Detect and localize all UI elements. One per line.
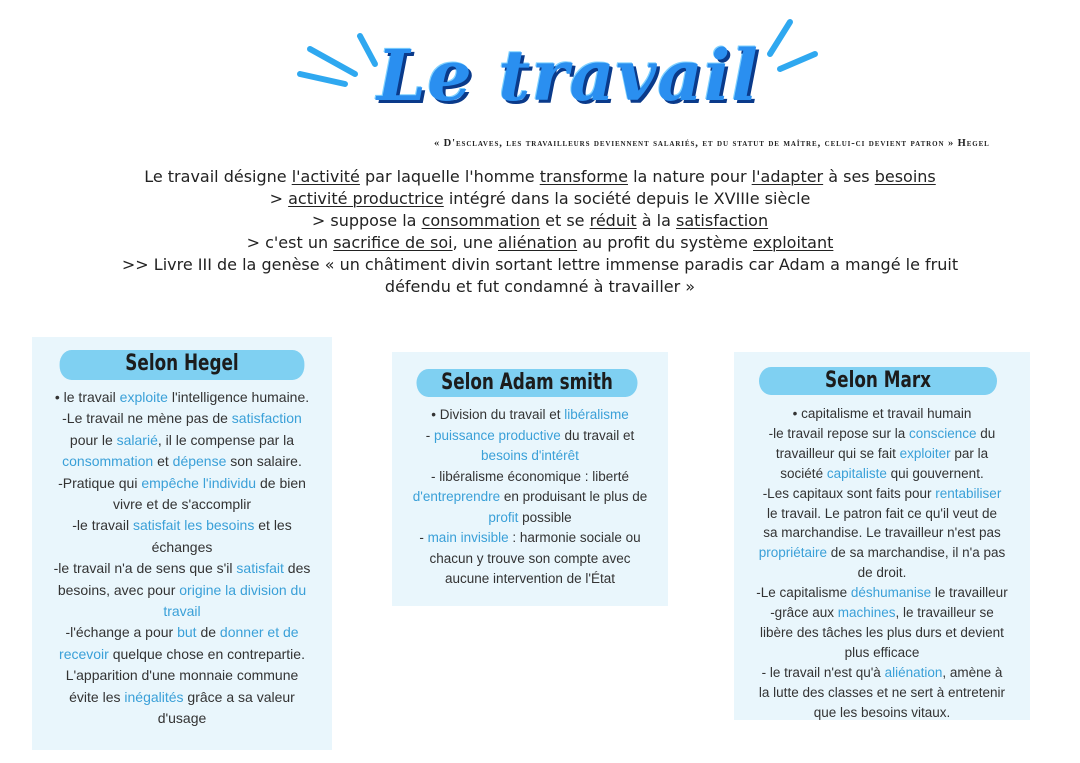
text: qui gouvernent.	[886, 465, 984, 481]
left-stroke-2	[300, 74, 345, 84]
list-item	[734, 583, 1030, 603]
list-item	[32, 622, 332, 643]
list-item: de droit.	[857, 565, 907, 581]
keyword: l'activité	[291, 167, 360, 186]
intro-line-5: >> Livre III de la genèse « un châtiment divin sortant lettre immense paradis car Adam a mangé le fruit	[121, 255, 959, 274]
keyword: puissance productive	[433, 427, 561, 443]
text: : harmonie sociale ou	[508, 530, 641, 545]
list-item: d'usage	[157, 710, 207, 727]
list-item: L'apparition d'une monnaie commune	[65, 667, 299, 684]
text: et	[153, 453, 173, 470]
page-title: Le travail	[377, 34, 759, 117]
text: -Le capitalisme	[756, 585, 851, 601]
text: besoins, avec pour	[57, 581, 180, 598]
keyword: réduit	[589, 211, 637, 230]
keyword: salarié	[116, 431, 158, 448]
keyword: donner et de	[219, 624, 299, 641]
list-item	[734, 424, 1030, 444]
intro-line-1	[0, 166, 1080, 188]
text: -le travail repose sur la	[768, 425, 909, 441]
list-item: sa marchandise. Le travailleur n'est pas	[763, 525, 1001, 541]
text: son salaire.	[226, 453, 302, 470]
marx-card	[734, 352, 1030, 720]
keyword: libéralisme	[564, 407, 629, 422]
keyword: aliénation	[498, 233, 578, 252]
list-item	[734, 464, 1030, 484]
text: , le travailleur se	[895, 605, 994, 621]
text: -le travail	[72, 517, 133, 534]
text: du	[976, 425, 996, 441]
text: de	[196, 624, 220, 641]
text: - le travail n'est qu'à	[761, 664, 885, 680]
text: à la	[636, 211, 677, 230]
list-item	[392, 508, 668, 529]
text: -	[425, 427, 434, 443]
keyword: activité productrice	[288, 189, 444, 208]
text: , une	[452, 233, 498, 252]
list-item: travail	[163, 603, 201, 620]
text: de sa marchandise, il n'a pas	[827, 545, 1006, 561]
list-item	[392, 487, 668, 508]
text: -Les capitaux sont faits pour	[762, 485, 936, 501]
list-item: la lutte des classes et ne sert à entretenir	[758, 684, 1006, 700]
text: et les	[254, 517, 292, 534]
marx-heading: Selon Marx	[759, 367, 997, 395]
text: travailleur qui se fait	[775, 445, 900, 461]
list-item	[32, 451, 332, 472]
list-item: le travail. Le patron fait ce qu'il veut de	[767, 505, 997, 521]
list-item: échanges	[151, 538, 213, 555]
list-item: besoins d'intérêt	[481, 448, 579, 463]
list-item	[392, 405, 668, 426]
list-item: aucune intervention de l'État	[445, 571, 615, 586]
text: au profit du système	[577, 233, 754, 252]
text: et se	[540, 211, 590, 230]
text: le travailleur	[931, 585, 1008, 601]
keyword: l'adapter	[751, 167, 824, 186]
text: > suppose la	[311, 211, 422, 230]
list-item: - libéralisme économique : liberté	[430, 468, 630, 484]
keyword: capitaliste	[826, 465, 887, 481]
hegel-card	[32, 337, 332, 750]
text: pour le	[69, 431, 117, 448]
list-item	[32, 408, 332, 429]
keyword: exploitant	[753, 233, 834, 252]
list-item	[32, 387, 332, 408]
text: à ses	[823, 167, 875, 186]
list-item	[32, 473, 332, 494]
list-item	[32, 644, 332, 665]
list-item	[734, 603, 1030, 623]
text: des	[283, 560, 311, 577]
marx-body	[734, 404, 1030, 723]
hegel-quote: « D'esclaves, les travailleurs deviennent salariés, et du statut de maître, celui-ci devient patron » Hegel	[434, 138, 990, 149]
text: • le travail	[54, 389, 120, 405]
smith-body	[392, 405, 668, 590]
text: possible	[518, 509, 572, 525]
keyword: main invisible	[427, 530, 509, 545]
text: par laquelle l'homme	[359, 167, 540, 186]
keyword: d'entreprendre	[412, 489, 501, 504]
text: >	[269, 189, 289, 208]
hegel-body	[32, 387, 332, 730]
text: intégré dans la société depuis le XVIIIe siècle	[443, 189, 811, 208]
hegel-heading: Selon Hegel	[60, 350, 305, 380]
intro-line-2	[0, 188, 1080, 210]
smith-heading: Selon Adam smith	[417, 369, 638, 397]
keyword: propriétaire	[758, 545, 828, 561]
list-item	[734, 543, 1030, 563]
keyword: aliénation	[884, 664, 943, 680]
text: quelque chose en contrepartie.	[108, 645, 305, 662]
text: -Pratique qui	[58, 474, 142, 491]
list-item: • capitalisme et travail humain	[792, 406, 972, 421]
list-item	[32, 430, 332, 451]
keyword: profit	[488, 509, 519, 525]
keyword: but	[177, 624, 197, 641]
text: du travail et	[560, 427, 635, 443]
keyword: conscience	[908, 425, 977, 441]
title-block	[300, 14, 820, 134]
keyword: exploite	[119, 389, 168, 405]
text: -l'échange a pour	[65, 624, 178, 641]
keyword: machines	[837, 605, 896, 621]
keyword: satisfait les besoins	[132, 517, 255, 534]
text: par la	[950, 445, 989, 461]
list-item	[32, 580, 332, 601]
list-item	[734, 484, 1030, 504]
intro-definition	[0, 166, 1080, 298]
list-item	[32, 515, 332, 536]
keyword: consommation	[62, 453, 154, 470]
list-item: que les besoins vitaux.	[813, 704, 951, 720]
list-item	[32, 687, 332, 708]
text: de bien	[256, 474, 306, 491]
text: Le travail désigne	[144, 167, 292, 186]
intro-line-3	[0, 210, 1080, 232]
text: -le travail n'a de sens que s'il	[53, 560, 237, 577]
keyword: empêche l'individu	[141, 474, 257, 491]
text: société	[780, 465, 827, 481]
keyword: rentabiliser	[935, 485, 1002, 501]
list-item	[392, 528, 668, 549]
list-item	[734, 663, 1030, 683]
smith-card	[392, 352, 668, 606]
keyword: satisfait	[236, 560, 284, 577]
text: -Le travail ne mène pas de	[62, 410, 232, 427]
keyword: sacrifice de soi	[333, 233, 453, 252]
list-item: vivre et de s'accomplir	[112, 496, 252, 513]
intro-line-4	[0, 232, 1080, 254]
keyword: exploiter	[899, 445, 951, 461]
list-item: libère des tâches les plus durs et devient	[760, 624, 1004, 640]
text: -	[419, 530, 428, 545]
keyword: dépense	[172, 453, 227, 470]
keyword: transforme	[539, 167, 628, 186]
keyword: satisfaction	[676, 211, 769, 230]
text: en produisant le plus de	[500, 489, 648, 504]
text: la nature pour	[627, 167, 752, 186]
text: -grâce aux	[770, 605, 838, 621]
intro-line-6: défendu et fut condamné à travailler »	[384, 277, 696, 296]
keyword: besoins	[874, 167, 936, 186]
list-item	[32, 558, 332, 579]
right-stroke-2	[780, 54, 815, 69]
list-item: chacun y trouve son compte avec	[429, 550, 631, 566]
text: > c'est un	[246, 233, 334, 252]
text: évite les	[69, 688, 125, 705]
text: , amène à	[942, 664, 1003, 680]
keyword: inégalités	[124, 688, 184, 705]
keyword: origine la division du	[179, 581, 307, 598]
text: , il le compense par la	[157, 431, 295, 448]
keyword: consommation	[421, 211, 541, 230]
text: l'intelligence humaine.	[167, 389, 310, 405]
keyword: recevoir	[59, 645, 109, 662]
list-item: plus efficace	[844, 644, 920, 660]
text: grâce a sa valeur	[183, 688, 295, 705]
left-stroke-1	[310, 49, 355, 74]
list-item	[734, 444, 1030, 464]
keyword: satisfaction	[231, 410, 302, 427]
text: • Division du travail et	[431, 407, 565, 422]
list-item	[392, 426, 668, 447]
keyword: déshumanise	[850, 585, 932, 601]
